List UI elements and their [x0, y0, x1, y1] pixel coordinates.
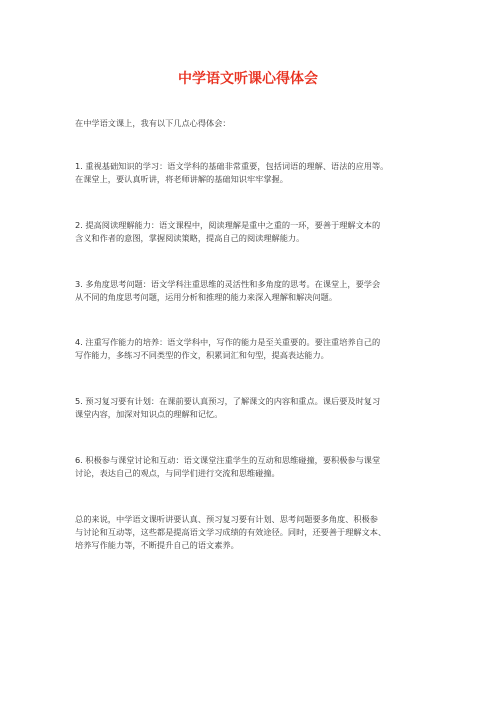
paragraph-line: 课堂内容，加深对知识点的理解和记忆。 — [75, 409, 223, 419]
paragraph-line: 培养写作能力等，不断提升自己的语文素养。 — [75, 540, 239, 550]
paragraph-line: 从不同的角度思考问题，运用分析和推理的能力来深入理解和解决问题。 — [75, 292, 338, 302]
paragraph-line: 2. 提高阅读理解能力：语文课程中，阅读理解是重中之重的一环，要善于理解文本的 — [75, 220, 381, 230]
conclusion-paragraph — [75, 513, 435, 552]
paragraph-line: 5. 预习复习要有计划：在课前要认真预习，了解课文的内容和重点。课后要及时复习 — [75, 396, 381, 406]
paragraph-line: 与讨论和互动等，这些都是提高语文学习成绩的有效途径。同时，还要善于理解文本、 — [75, 527, 387, 537]
paragraph-line: 总的来说，中学语文课听讲要认真、预习复习要有计划、思考问题要多角度、积极参 — [75, 514, 378, 524]
point-paragraph-6 — [75, 454, 435, 480]
document-title: 中学语文听课心得体会 — [178, 71, 318, 87]
intro-paragraph — [75, 117, 435, 130]
point-paragraph-5 — [75, 395, 435, 421]
paragraph-line: 在中学语文课上，我有以下几点心得体会： — [75, 118, 231, 128]
paragraph-line: 讨论，表达自己的观点，与同学们进行交流和思维碰撞。 — [75, 468, 280, 478]
point-paragraph-2 — [75, 219, 435, 245]
paragraph-line: 3. 多角度思考问题：语文学科注重思维的灵活性和多角度的思考。在课堂上，要学会 — [75, 279, 381, 289]
point-paragraph-3 — [75, 278, 435, 304]
paragraph-line: 1. 重视基础知识的学习：语文学科的基础非常重要，包括词语的理解、语法的应用等。 — [75, 161, 389, 171]
point-paragraph-1 — [75, 160, 435, 186]
paragraph-line: 6. 积极参与课堂讨论和互动：语文课堂注重学生的互动和思维碰撞，要积极参与课堂 — [75, 455, 381, 465]
paragraph-line: 4. 注重写作能力的培养：语文学科中，写作的能力是至关重要的。要注重培养自己的 — [75, 337, 381, 347]
paragraph-line: 含义和作者的意图，掌握阅读策略，提高自己的阅读理解能力。 — [75, 233, 305, 243]
point-paragraph-4 — [75, 336, 435, 362]
paragraph-line: 写作能力，多练习不同类型的作文，积累词汇和句型，提高表达能力。 — [75, 350, 329, 360]
paragraph-line: 在课堂上，要认真听讲，将老师讲解的基础知识牢牢掌握。 — [75, 174, 288, 184]
